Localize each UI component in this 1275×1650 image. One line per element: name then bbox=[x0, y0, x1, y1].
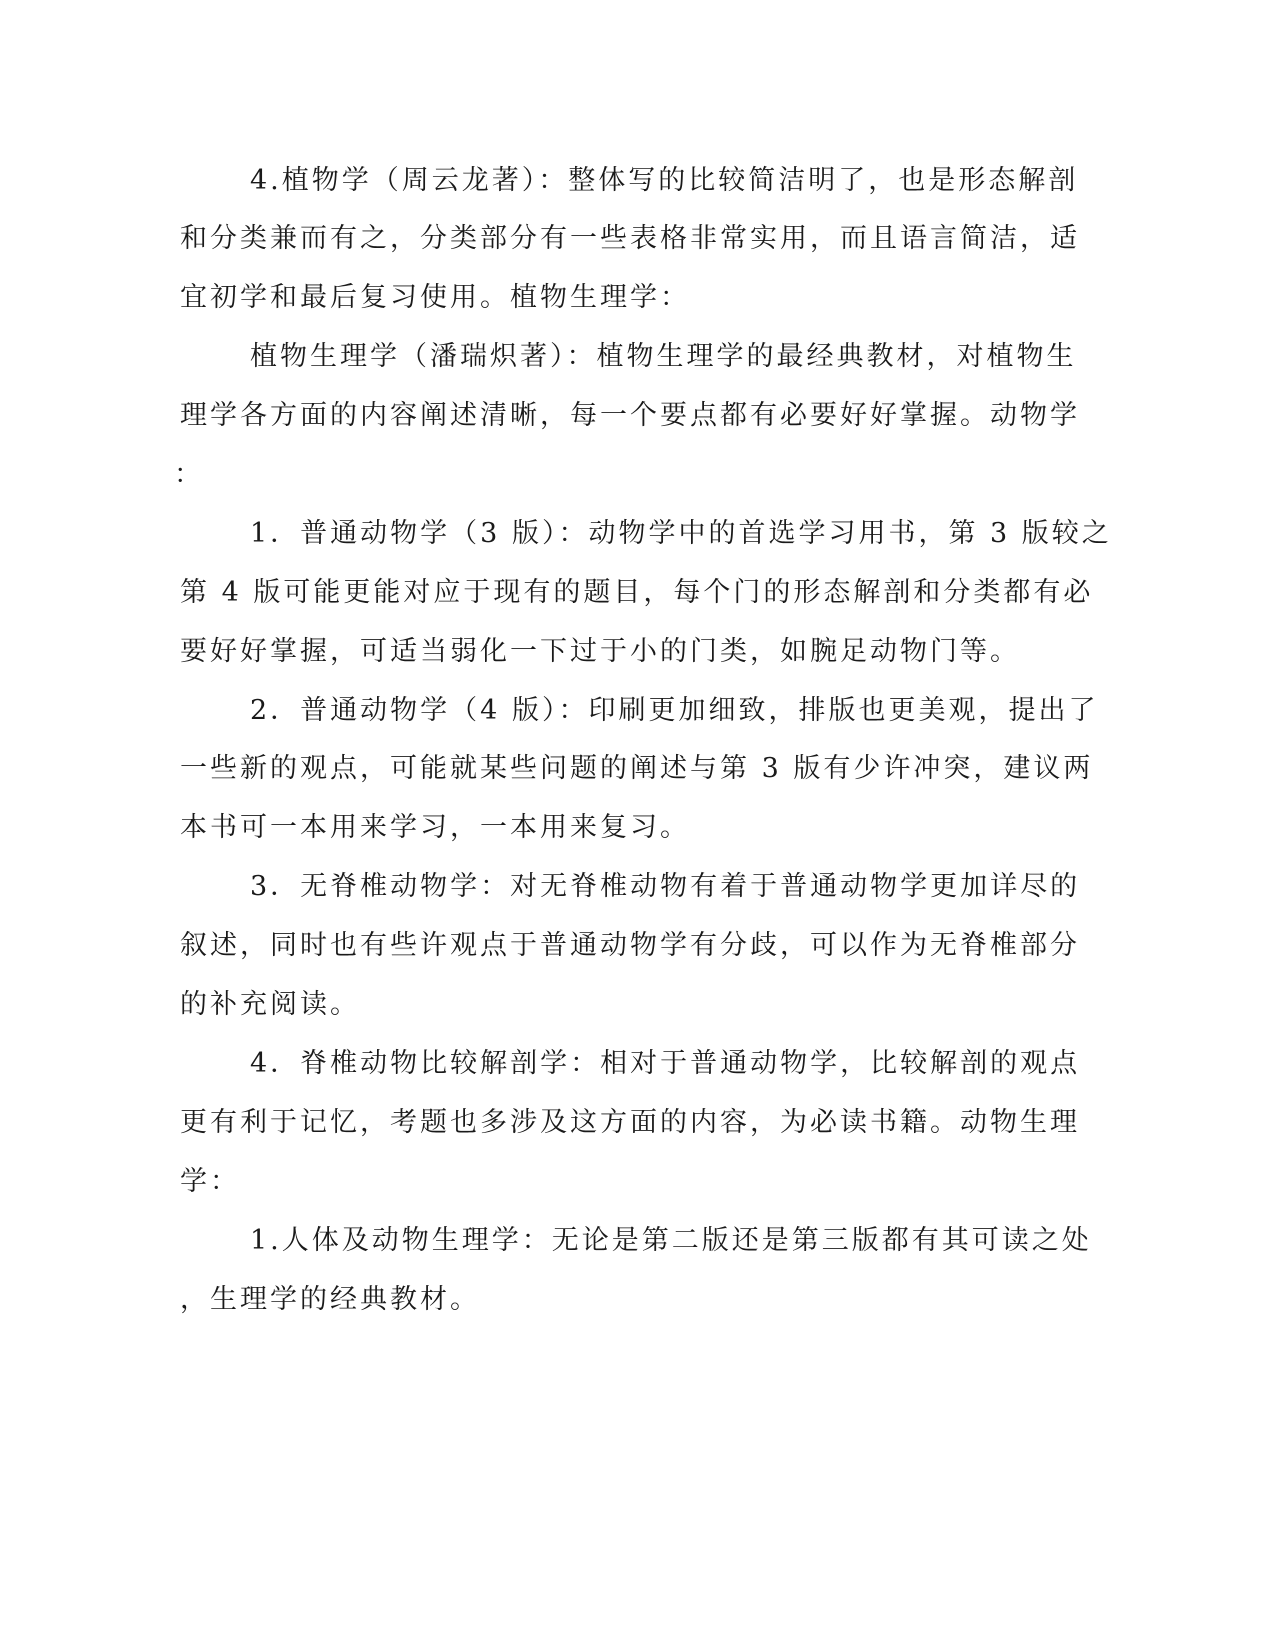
text-line: 1.人体及动物生理学：无论是第二版还是第三版都有其可读之处 bbox=[250, 1225, 1092, 1256]
text-line: 要好好掌握，可适当弱化一下过于小的门类，如腕足动物门等。 bbox=[180, 636, 1020, 667]
text-line: 本书可一本用来学习，一本用来复习。 bbox=[180, 812, 690, 843]
text-line: 更有利于记忆，考题也多涉及这方面的内容，为必读书籍。动物生理 bbox=[180, 1107, 1080, 1138]
text-line: ，生理学的经典教材。 bbox=[180, 1284, 480, 1315]
text-line: 叙述，同时也有些许观点于普通动物学有分歧，可以作为无脊椎部分 bbox=[180, 930, 1080, 961]
text-line: 一些新的观点，可能就某些问题的阐述与第 3 版有少许冲突，建议两 bbox=[180, 753, 1094, 784]
text-line: 3．无脊椎动物学：对无脊椎动物有着于普通动物学更加详尽的 bbox=[250, 871, 1081, 902]
text-line: 宜初学和最后复习使用。植物生理学： bbox=[180, 282, 690, 313]
text-line: 理学各方面的内容阐述清晰，每一个要点都有必要好好掌握。动物学 bbox=[180, 400, 1080, 431]
text-line: 4.植物学（周云龙著）：整体写的比较简洁明了，也是形态解剖 bbox=[250, 165, 1079, 196]
text-line: 2．普通动物学（4 版）：印刷更加细致，排版也更美观，提出了 bbox=[250, 695, 1099, 726]
text-line: 植物生理学（潘瑞炽著）：植物生理学的最经典教材，对植物生 bbox=[250, 341, 1077, 372]
text-line: 1．普通动物学（3 版）：动物学中的首选学习用书，第 3 版较之 bbox=[250, 518, 1112, 549]
text-line: 和分类兼而有之，分类部分有一些表格非常实用，而且语言简洁，适 bbox=[180, 223, 1080, 254]
text-line: 的补充阅读。 bbox=[180, 989, 360, 1020]
text-line: 第 4 版可能更能对应于现有的题目，每个门的形态解剖和分类都有必 bbox=[180, 577, 1094, 608]
text-line: 4．脊椎动物比较解剖学：相对于普通动物学，比较解剖的观点 bbox=[250, 1048, 1081, 1079]
text-line: ： bbox=[174, 459, 204, 490]
text-line: 学： bbox=[180, 1166, 240, 1197]
